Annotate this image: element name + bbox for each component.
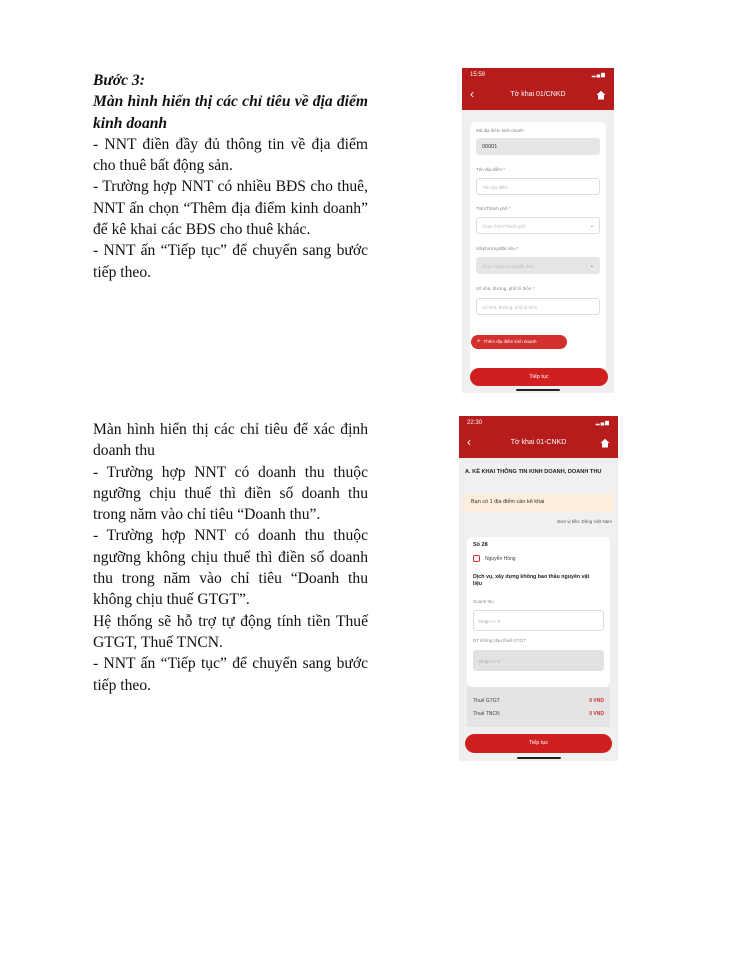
step-title: Bước 3:: [93, 72, 145, 89]
field-label: Số nhà, đường, phố tổ thôn *: [476, 286, 535, 291]
field-label: Xã/phường/đặc khu *: [476, 246, 519, 251]
header-title: Tờ khai 01-CNKD: [510, 439, 567, 446]
tax-label: Thuế GTGT: [473, 698, 500, 704]
nontax-revenue-label: DT không chịu thuế GTGT: [473, 638, 526, 643]
placeholder: Chọn Xã/phường/đặc khu: [482, 264, 534, 269]
add-location-button[interactable]: [471, 335, 567, 349]
card-number: Số 28: [473, 542, 488, 548]
revenue-input[interactable]: [473, 610, 604, 631]
business-description: Dịch vụ, xây dựng không bao thầu nguyên vật liệu: [473, 574, 590, 587]
continue-button[interactable]: Tiếp tục: [470, 368, 608, 386]
phone-screenshot-location: [462, 68, 614, 393]
signal-icon: ▂▄▆: [591, 72, 606, 78]
app-header: [459, 430, 618, 458]
phone-screenshot-revenue: [459, 416, 618, 761]
step-paragraph: - Trường hợp NNT có nhiều BĐS cho thuê, NNT ấn chọn “Thêm địa điểm kinh doanh” để kê khai các BĐS cho thuê khác.: [93, 178, 368, 239]
home-icon[interactable]: [600, 438, 610, 448]
home-icon[interactable]: [596, 90, 606, 100]
street-address-input[interactable]: [476, 298, 600, 315]
currency-unit: Đơn vị tiền: Đồng Việt Nam: [557, 519, 612, 524]
province-select[interactable]: [476, 217, 600, 234]
status-time: 22:30: [467, 420, 483, 426]
field-label: Mã địa điểm kinh doanh: [476, 128, 524, 133]
placeholder: Nhập >= 0: [479, 659, 501, 664]
field-label: Tỉnh/Thành phố *: [476, 206, 511, 211]
tax-row-vat: [473, 698, 604, 704]
placeholder: Nhập >= 0: [479, 619, 501, 624]
revenue-text-block: [93, 419, 368, 696]
home-indicator: [517, 757, 561, 759]
chevron-down-icon: ⌄: [589, 263, 594, 269]
back-chevron-icon[interactable]: ‹: [467, 435, 471, 449]
step3-text-block: [93, 70, 368, 283]
status-time: 15:59: [470, 72, 486, 78]
field-label: Tên địa điểm *: [476, 167, 506, 172]
step-paragraph: - NNT ấn “Tiếp tục” để chuyển sang bước tiếp theo.: [93, 242, 368, 281]
continue-button[interactable]: Tiếp tục: [465, 734, 612, 753]
back-chevron-icon[interactable]: ‹: [470, 87, 474, 101]
revenue-paragraph: Màn hình hiển thị các chỉ tiêu để xác định doanh thu: [93, 421, 368, 460]
status-bar: [459, 416, 618, 430]
placeholder: Số nhà, đường, phố tổ thôn: [482, 305, 538, 310]
revenue-label: Doanh thu: [473, 599, 494, 604]
placeholder: Chọn Tỉnh/Thành phố: [482, 224, 526, 229]
add-location-label: Thêm địa điểm kinh doanh: [483, 339, 537, 344]
header-title: Tờ khai 01/CNKD: [510, 91, 566, 98]
revenue-paragraph: - NNT ấn “Tiếp tục” để chuyển sang bước tiếp theo.: [93, 655, 368, 694]
step-subtitle: Màn hình hiển thị các chỉ tiêu về địa điểm kinh doanh: [93, 93, 368, 132]
tax-row-pit: [473, 711, 604, 717]
notice-banner: Bạn có 1 địa điểm cần kê khai: [463, 494, 614, 512]
person-name: Nguyễn Hồng: [485, 555, 516, 562]
tax-label: Thuế TNCN: [473, 711, 500, 717]
tax-summary: [467, 687, 610, 727]
step-paragraph: - NNT điền đầy đủ thông tin về địa điểm cho thuê bất động sản.: [93, 135, 368, 175]
revenue-card: [467, 537, 610, 687]
signal-icon: ▂▄▆: [595, 420, 610, 426]
revenue-paragraph: - Trường hợp NNT có doanh thu thuộc ngưỡng không chịu thuế thì điền số doanh thu trong năm vào chỉ tiêu “Doanh thu không chịu thuế GTGT”.: [93, 527, 368, 609]
revenue-paragraph: Hệ thống sẽ hỗ trợ tự động tính tiền Thuế GTGT, Thuế TNCN.: [93, 612, 368, 651]
home-indicator: [516, 389, 560, 391]
app-header: [462, 82, 614, 110]
section-heading: A. KÊ KHAI THÔNG TIN KINH DOANH, DOANH THU: [465, 469, 602, 475]
nontax-revenue-input[interactable]: [473, 650, 604, 671]
tax-value: 0 VND: [589, 711, 604, 717]
revenue-paragraph: - Trường hợp NNT có doanh thu thuộc ngưỡng chịu thuế thì điền số doanh thu trong năm vào chỉ tiêu “Doanh thu”.: [93, 463, 368, 524]
ward-select[interactable]: [476, 257, 600, 274]
chevron-down-icon: ⌄: [589, 223, 594, 229]
placeholder: Tên địa điểm: [482, 185, 509, 190]
plus-icon: +: [477, 339, 481, 345]
location-name-input[interactable]: [476, 178, 600, 195]
status-bar: [462, 68, 614, 82]
card-person: [473, 555, 516, 562]
tax-value: 0 VND: [589, 698, 604, 704]
person-icon: [473, 555, 480, 562]
location-code-field: 00001: [476, 138, 600, 155]
